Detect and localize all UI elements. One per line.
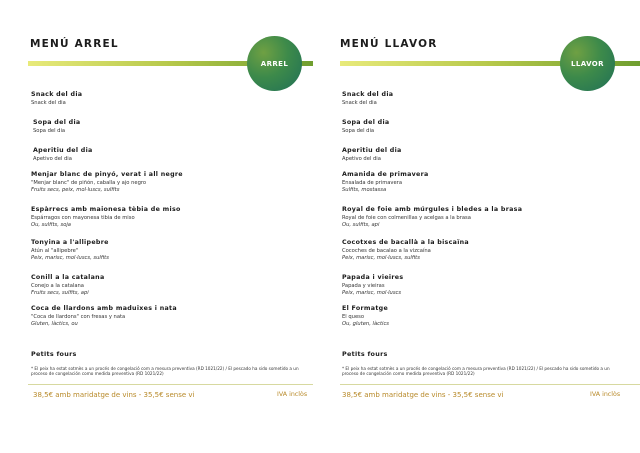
- course-item: [31, 171, 301, 206]
- course-translation: Atún al "allipebre": [31, 248, 79, 254]
- petits-fours: Petits fours: [31, 350, 77, 358]
- course-translation: Sopa del dia: [33, 128, 66, 134]
- course-name: Amanida de primavera: [342, 171, 429, 178]
- menu-title: MENÚ LLAVOR: [340, 38, 438, 50]
- course-item: [342, 147, 612, 171]
- course-name: Cocotxes de bacallà a la biscaïna: [342, 239, 469, 246]
- course-item: [31, 91, 301, 119]
- course-allergens: Ou, sulfits, api: [342, 222, 380, 228]
- course-name: Coca de llardons amb maduixes i nata: [31, 305, 177, 312]
- course-translation: Apetivo del dia: [342, 156, 381, 162]
- course-item: [31, 239, 301, 274]
- course-item: [342, 171, 612, 206]
- course-name: Aperitiu del dia: [33, 147, 93, 154]
- course-allergens: Fruits secs, sulfits, api: [31, 290, 89, 296]
- menu-badge-label: LLAVOR: [571, 59, 604, 68]
- menu-page-llavor: [320, 0, 640, 453]
- course-item: [342, 206, 612, 239]
- course-name: Conill a la catalana: [31, 274, 105, 281]
- course-name: Snack del dia: [31, 91, 83, 98]
- course-item: [342, 239, 612, 274]
- course-name: Espàrrecs amb maionesa tèbia de miso: [31, 206, 181, 213]
- course-item: [342, 119, 612, 147]
- footer-divider: [28, 384, 313, 385]
- menu-price: 38,5€ amb maridatge de vins - 35,5€ sense vi: [33, 391, 195, 399]
- course-item: [31, 274, 301, 305]
- course-list: [31, 91, 301, 335]
- course-allergens: Ou, gluten, làctics: [342, 321, 390, 327]
- course-translation: Sopa del dia: [342, 128, 375, 134]
- course-translation: El queso: [342, 314, 365, 320]
- menu-title: MENÚ ARREL: [30, 38, 119, 50]
- course-allergens: Peix, marisc, mol·luscs, sulfits: [342, 255, 420, 261]
- course-name: Snack del dia: [342, 91, 394, 98]
- course-translation: Espárragos con mayonesa tibia de miso: [31, 215, 135, 221]
- course-item: [31, 119, 301, 147]
- course-translation: Royal de foie con colmenillas y acelgas a la brasa: [342, 215, 471, 221]
- course-item: [31, 305, 301, 335]
- course-allergens: Peix, marisc, mol·luscs, sulfits: [31, 255, 109, 261]
- course-item: [342, 305, 612, 335]
- course-name: Royal de foie amb múrgules i bledes a la brasa: [342, 206, 523, 213]
- course-translation: Apetivo del dia: [33, 156, 72, 162]
- footer-divider: [340, 384, 640, 385]
- course-name: Tonyina a l'allipebre: [31, 239, 109, 246]
- vat-included: IVA inclòs: [277, 391, 308, 398]
- course-translation: Snack del dia: [342, 100, 377, 106]
- course-allergens: Peix, marisc, mol·luscs: [342, 290, 402, 296]
- course-translation: Papada y vieiras: [342, 283, 385, 289]
- course-name: Papada i vieires: [342, 274, 404, 281]
- course-name: El Formatge: [342, 305, 389, 312]
- course-allergens: Sulfits, mostassa: [342, 187, 387, 193]
- course-item: [31, 147, 301, 171]
- course-allergens: Ou, sulfits, soja: [31, 222, 71, 228]
- menu-badge: [247, 36, 302, 91]
- freezing-note: * El peix ha estat sotmès a un procés de congelació com a mesura preventiva (RD 1021/22) / El pescado ha sido sometido a un proceso de congelación como medida preventiva (RD 1021/22): [31, 366, 299, 376]
- course-list: [342, 91, 612, 335]
- menu-price: 38,5€ amb maridatge de vins - 35,5€ sense vi: [342, 391, 504, 399]
- course-name: Sopa del dia: [33, 119, 81, 126]
- course-translation: Ensalada de primavera: [342, 180, 402, 186]
- menu-badge-label: ARREL: [260, 59, 289, 68]
- freezing-note: * El peix ha estat sotmès a un procés de congelació com a mesura preventiva (RD 1021/22) / El pescado ha sido sometido a un proceso de congelación como medida preventiva (RD 1021/22): [342, 366, 610, 376]
- menu-badge: [560, 36, 615, 91]
- course-name: Menjar blanc de pinyó, verat i all negre: [31, 171, 183, 178]
- petits-fours: Petits fours: [342, 350, 388, 358]
- course-item: [342, 274, 612, 305]
- course-translation: Cocoches de bacalao a la vizcaína: [342, 248, 431, 254]
- course-allergens: Gluten, làctics, ou: [31, 321, 78, 327]
- course-translation: "Coca de llardons" con fresas y nata: [31, 314, 126, 320]
- course-translation: "Menjar blanc" de piñón, caballa y ajo negro: [31, 180, 147, 186]
- course-translation: Conejo a la catalana: [31, 283, 84, 289]
- course-item: [342, 91, 612, 119]
- course-allergens: Fruits secs, peix, mol·luscs, sulfits: [31, 187, 120, 193]
- course-name: Sopa del dia: [342, 119, 390, 126]
- vat-included: IVA inclòs: [590, 391, 621, 398]
- course-name: Aperitiu del dia: [342, 147, 402, 154]
- course-item: [31, 206, 301, 239]
- course-translation: Snack del dia: [31, 100, 66, 106]
